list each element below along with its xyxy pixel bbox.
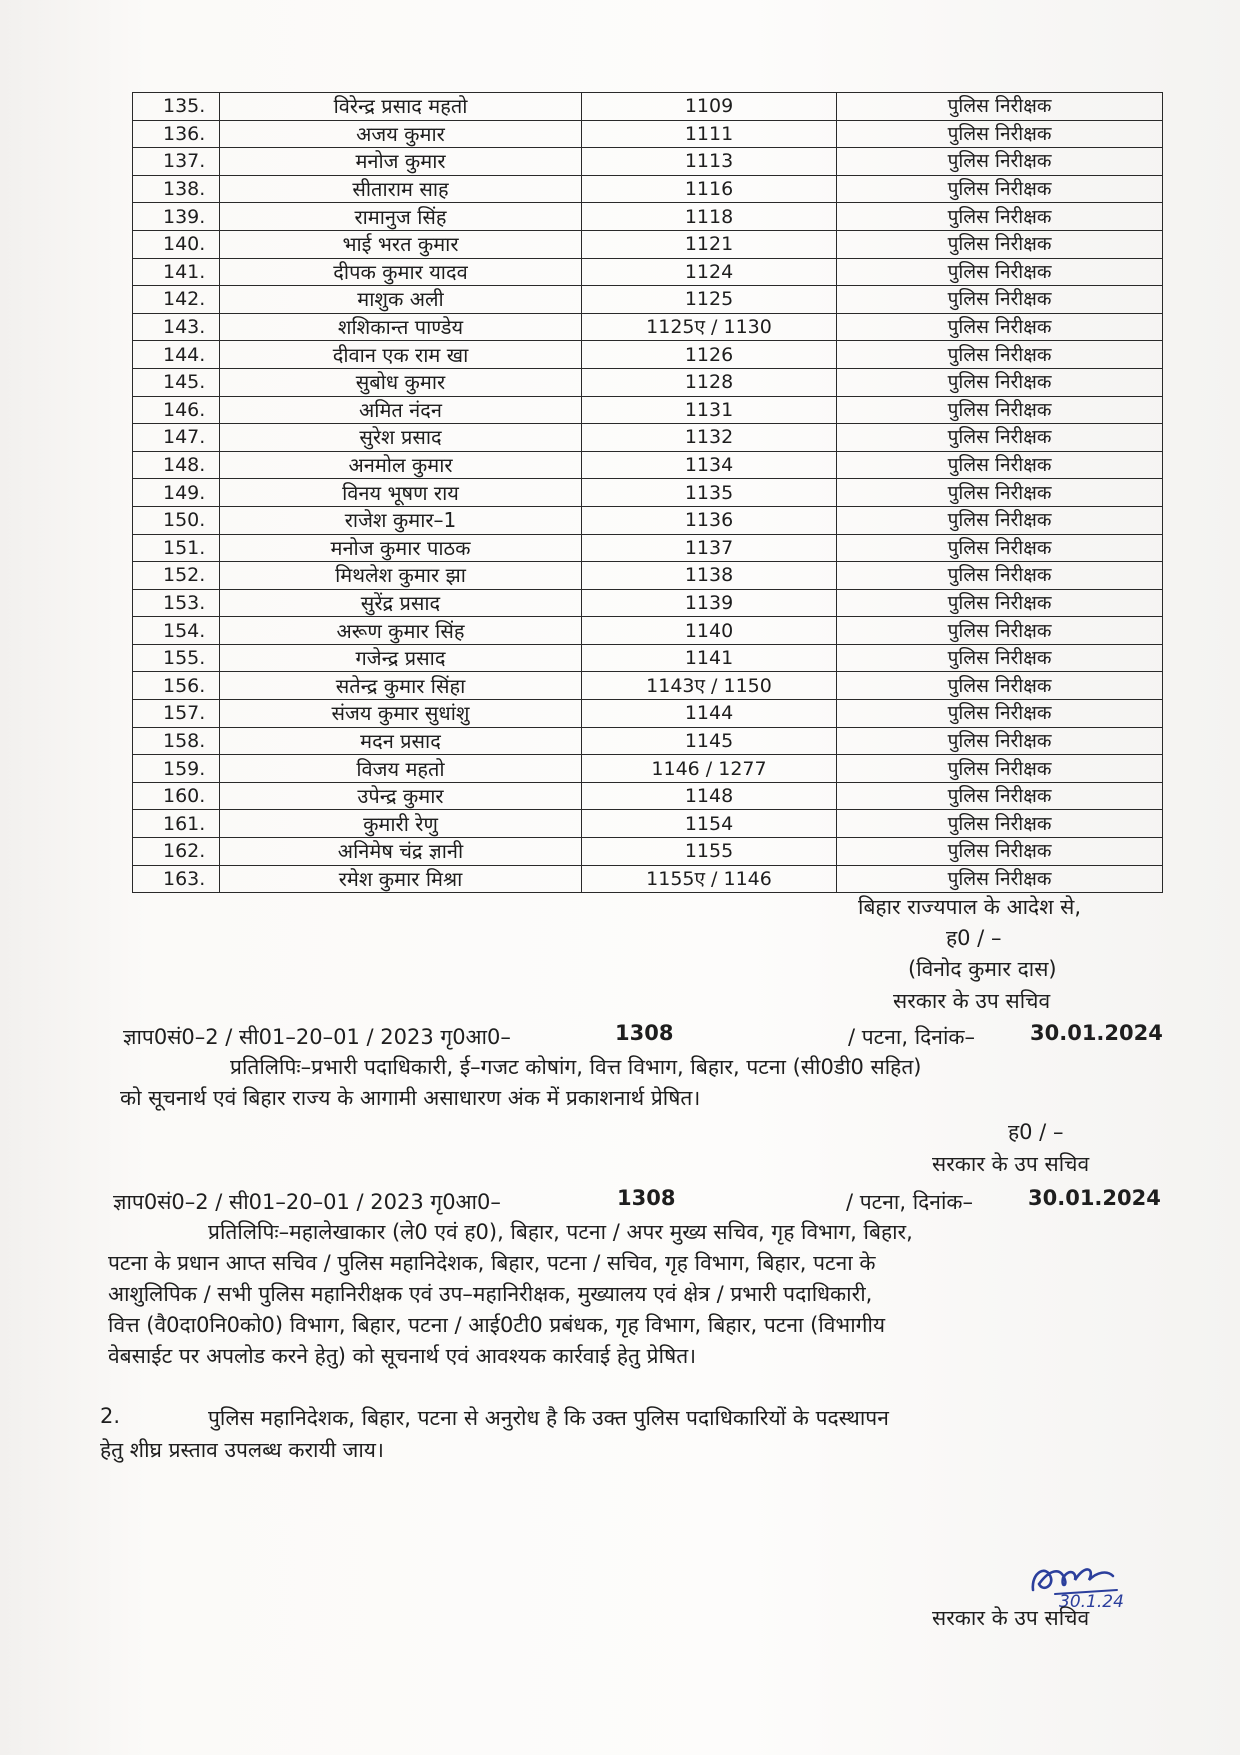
table-row: [133, 451, 1163, 479]
rank-cell: पुलिस निरीक्षक: [837, 644, 1163, 672]
serial-cell: 139.: [133, 203, 220, 231]
rank-cell: पुलिस निरीक्षक: [837, 727, 1163, 755]
name-cell: विनय भूषण राय: [220, 479, 582, 507]
serial-cell: 155.: [133, 644, 220, 672]
table-row: [133, 286, 1163, 314]
name-cell: विरेन्द्र प्रसाद महतो: [220, 93, 582, 121]
serial-cell: 135.: [133, 93, 220, 121]
code-cell: 1124: [582, 258, 837, 286]
table-row: [133, 755, 1163, 783]
serial-cell: 136.: [133, 120, 220, 148]
rank-cell: पुलिस निरीक्षक: [837, 617, 1163, 645]
memo1-signed-mark: ह0 / –: [1008, 1120, 1064, 1144]
name-cell: राजेश कुमार–1: [220, 506, 582, 534]
rank-cell: पुलिस निरीक्षक: [837, 93, 1163, 121]
table-row: [133, 479, 1163, 507]
memo2-number: 1308: [617, 1186, 676, 1210]
serial-cell: 144.: [133, 341, 220, 369]
memo1-signatory: सरकार के उप सचिव: [932, 1152, 1090, 1176]
signatory-name: (विनोद कुमार दास): [908, 957, 1057, 981]
name-cell: सतेन्द्र कुमार सिंहा: [220, 672, 582, 700]
officer-table: [132, 92, 1163, 893]
table-row: [133, 865, 1163, 893]
rank-cell: पुलिस निरीक्षक: [837, 396, 1163, 424]
code-cell: 1121: [582, 230, 837, 258]
name-cell: रामानुज सिंह: [220, 203, 582, 231]
code-cell: 1155: [582, 838, 837, 866]
name-cell: मदन प्रसाद: [220, 727, 582, 755]
serial-cell: 159.: [133, 755, 220, 783]
rank-cell: पुलिस निरीक्षक: [837, 782, 1163, 810]
name-cell: दीपक कुमार यादव: [220, 258, 582, 286]
serial-cell: 162.: [133, 838, 220, 866]
rank-cell: पुलिस निरीक्षक: [837, 506, 1163, 534]
table-row: [133, 258, 1163, 286]
serial-cell: 148.: [133, 451, 220, 479]
rank-cell: पुलिस निरीक्षक: [837, 534, 1163, 562]
code-cell: 1146 / 1277: [582, 755, 837, 783]
rank-cell: पुलिस निरीक्षक: [837, 368, 1163, 396]
point-line2: हेतु शीघ्र प्रस्ताव उपलब्ध करायी जाय।: [100, 1438, 384, 1462]
serial-cell: 149.: [133, 479, 220, 507]
table-row: [133, 93, 1163, 121]
name-cell: उपेन्द्र कुमार: [220, 782, 582, 810]
rank-cell: पुलिस निरीक्षक: [837, 589, 1163, 617]
table-row: [133, 396, 1163, 424]
serial-cell: 147.: [133, 424, 220, 452]
serial-cell: 142.: [133, 286, 220, 314]
memo2-para-line3: आशुलिपिक / सभी पुलिस महानिरीक्षक एवं उप–महानिरीक्षक, मुख्यालय एवं क्षेत्र / प्रभारी पदाधिकारी,: [108, 1282, 873, 1306]
signed-mark: ह0 / –: [946, 926, 1002, 950]
name-cell: विजय महतो: [220, 755, 582, 783]
table-row: [133, 562, 1163, 590]
memo2-signatory: सरकार के उप सचिव: [932, 1606, 1090, 1630]
table-row: [133, 589, 1163, 617]
serial-cell: 151.: [133, 534, 220, 562]
name-cell: सुरेश प्रसाद: [220, 424, 582, 452]
name-cell: भाई भरत कुमार: [220, 230, 582, 258]
code-cell: 1118: [582, 203, 837, 231]
memo1-para-line1: प्रतिलिपिः–प्रभारी पदाधिकारी, ई–गजट कोषांग, वित्त विभाग, बिहार, पटना (सी0डी0 सहित): [230, 1055, 922, 1079]
memo2-place-label: / पटना, दिनांक–: [846, 1190, 974, 1214]
memo2-para-line1: प्रतिलिपिः–महालेखाकार (ले0 एवं ह0), बिहार, पटना / अपर मुख्य सचिव, गृह विभाग, बिहार,: [208, 1220, 913, 1244]
table-row: [133, 341, 1163, 369]
rank-cell: पुलिस निरीक्षक: [837, 120, 1163, 148]
name-cell: अनिमेष चंद्र ज्ञानी: [220, 838, 582, 866]
memo1-place-label: / पटना, दिनांक–: [848, 1025, 976, 1049]
name-cell: सुरेंद्र प्रसाद: [220, 589, 582, 617]
serial-cell: 146.: [133, 396, 220, 424]
rank-cell: पुलिस निरीक्षक: [837, 258, 1163, 286]
point-number: 2.: [100, 1404, 121, 1428]
code-cell: 1138: [582, 562, 837, 590]
order-by-governor: बिहार राज्यपाल के आदेश से,: [858, 895, 1082, 919]
memo1-ref: ज्ञाप0सं0–2 / सी01–20–01 / 2023 गृ0आ0–: [123, 1025, 511, 1049]
table-row: [133, 368, 1163, 396]
rank-cell: पुलिस निरीक्षक: [837, 865, 1163, 893]
table-row: [133, 644, 1163, 672]
point-line1: पुलिस महानिदेशक, बिहार, पटना से अनुरोध है कि उक्त पुलिस पदाधिकारियों के पदस्थापन: [208, 1406, 889, 1430]
table-row: [133, 424, 1163, 452]
table-row: [133, 672, 1163, 700]
name-cell: अजय कुमार: [220, 120, 582, 148]
rank-cell: पुलिस निरीक्षक: [837, 341, 1163, 369]
serial-cell: 157.: [133, 700, 220, 728]
serial-cell: 153.: [133, 589, 220, 617]
code-cell: 1125: [582, 286, 837, 314]
officer-table-body: [133, 93, 1163, 893]
serial-cell: 145.: [133, 368, 220, 396]
rank-cell: पुलिस निरीक्षक: [837, 838, 1163, 866]
name-cell: अरूण कुमार सिंह: [220, 617, 582, 645]
rank-cell: पुलिस निरीक्षक: [837, 203, 1163, 231]
code-cell: 1154: [582, 810, 837, 838]
table-row: [133, 230, 1163, 258]
memo2-ref: ज्ञाप0सं0–2 / सी01–20–01 / 2023 गृ0आ0–: [113, 1190, 501, 1214]
code-cell: 1145: [582, 727, 837, 755]
code-cell: 1134: [582, 451, 837, 479]
table-row: [133, 727, 1163, 755]
code-cell: 1135: [582, 479, 837, 507]
code-cell: 1125ए / 1130: [582, 313, 837, 341]
signature-date: 30.1.24: [1059, 1592, 1124, 1610]
table-row: [133, 313, 1163, 341]
serial-cell: 138.: [133, 175, 220, 203]
name-cell: माशुक अली: [220, 286, 582, 314]
rank-cell: पुलिस निरीक्षक: [837, 810, 1163, 838]
name-cell: अमित नंदन: [220, 396, 582, 424]
code-cell: 1137: [582, 534, 837, 562]
memo2-para-line5: वेबसाईट पर अपलोड करने हेतु) को सूचनार्थ एवं आवश्यक कार्रवाई हेतु प्रेषित।: [108, 1344, 697, 1368]
serial-cell: 152.: [133, 562, 220, 590]
name-cell: शशिकान्त पाण्डेय: [220, 313, 582, 341]
serial-cell: 156.: [133, 672, 220, 700]
serial-cell: 137.: [133, 148, 220, 176]
table-row: [133, 700, 1163, 728]
name-cell: गजेन्द्र प्रसाद: [220, 644, 582, 672]
memo2-paragraph: [108, 1217, 1154, 1372]
rank-cell: पुलिस निरीक्षक: [837, 175, 1163, 203]
rank-cell: पुलिस निरीक्षक: [837, 562, 1163, 590]
serial-cell: 141.: [133, 258, 220, 286]
rank-cell: पुलिस निरीक्षक: [837, 755, 1163, 783]
memo1-para-line2: को सूचनार्थ एवं बिहार राज्य के आगामी असाधारण अंक में प्रकाशनार्थ प्रेषित।: [120, 1086, 701, 1110]
serial-cell: 160.: [133, 782, 220, 810]
rank-cell: पुलिस निरीक्षक: [837, 286, 1163, 314]
rank-cell: पुलिस निरीक्षक: [837, 424, 1163, 452]
name-cell: संजय कुमार सुधांशु: [220, 700, 582, 728]
rank-cell: पुलिस निरीक्षक: [837, 313, 1163, 341]
handwritten-signature: [1025, 1550, 1135, 1610]
table-row: [133, 120, 1163, 148]
name-cell: रमेश कुमार मिश्रा: [220, 865, 582, 893]
name-cell: सीताराम साह: [220, 175, 582, 203]
name-cell: मनोज कुमार पाठक: [220, 534, 582, 562]
code-cell: 1143ए / 1150: [582, 672, 837, 700]
table-row: [133, 203, 1163, 231]
name-cell: दीवान एक राम खा: [220, 341, 582, 369]
signatory-designation: सरकार के उप सचिव: [893, 989, 1051, 1013]
code-cell: 1140: [582, 617, 837, 645]
table-row: [133, 175, 1163, 203]
code-cell: 1144: [582, 700, 837, 728]
code-cell: 1116: [582, 175, 837, 203]
rank-cell: पुलिस निरीक्षक: [837, 479, 1163, 507]
table-row: [133, 838, 1163, 866]
memo1-date: 30.01.2024: [1030, 1021, 1163, 1045]
memo1-number: 1308: [615, 1021, 674, 1045]
rank-cell: पुलिस निरीक्षक: [837, 451, 1163, 479]
code-cell: 1111: [582, 120, 837, 148]
code-cell: 1109: [582, 93, 837, 121]
rank-cell: पुलिस निरीक्षक: [837, 700, 1163, 728]
code-cell: 1139: [582, 589, 837, 617]
serial-cell: 143.: [133, 313, 220, 341]
code-cell: 1113: [582, 148, 837, 176]
name-cell: कुमारी रेणु: [220, 810, 582, 838]
rank-cell: पुलिस निरीक्षक: [837, 230, 1163, 258]
serial-cell: 154.: [133, 617, 220, 645]
table-row: [133, 506, 1163, 534]
rank-cell: पुलिस निरीक्षक: [837, 148, 1163, 176]
memo2-para-line2: पटना के प्रधान आप्त सचिव / पुलिस महानिदेशक, बिहार, पटना / सचिव, गृह विभाग, बिहार, पटना के: [108, 1251, 876, 1275]
code-cell: 1148: [582, 782, 837, 810]
code-cell: 1131: [582, 396, 837, 424]
code-cell: 1136: [582, 506, 837, 534]
rank-cell: पुलिस निरीक्षक: [837, 672, 1163, 700]
code-cell: 1155ए / 1146: [582, 865, 837, 893]
table-row: [133, 810, 1163, 838]
table-row: [133, 534, 1163, 562]
name-cell: मिथलेश कुमार झा: [220, 562, 582, 590]
serial-cell: 158.: [133, 727, 220, 755]
name-cell: सुबोध कुमार: [220, 368, 582, 396]
serial-cell: 150.: [133, 506, 220, 534]
table-row: [133, 617, 1163, 645]
code-cell: 1128: [582, 368, 837, 396]
serial-cell: 161.: [133, 810, 220, 838]
memo2-para-line4: वित्त (वै0दा0नि0को0) विभाग, बिहार, पटना / आई0टी0 प्रबंधक, गृह विभाग, बिहार, पटना (विभागीय: [108, 1313, 886, 1337]
table-row: [133, 782, 1163, 810]
code-cell: 1126: [582, 341, 837, 369]
name-cell: मनोज कुमार: [220, 148, 582, 176]
memo2-date: 30.01.2024: [1028, 1186, 1161, 1210]
serial-cell: 163.: [133, 865, 220, 893]
name-cell: अनमोल कुमार: [220, 451, 582, 479]
table-row: [133, 148, 1163, 176]
serial-cell: 140.: [133, 230, 220, 258]
code-cell: 1132: [582, 424, 837, 452]
code-cell: 1141: [582, 644, 837, 672]
